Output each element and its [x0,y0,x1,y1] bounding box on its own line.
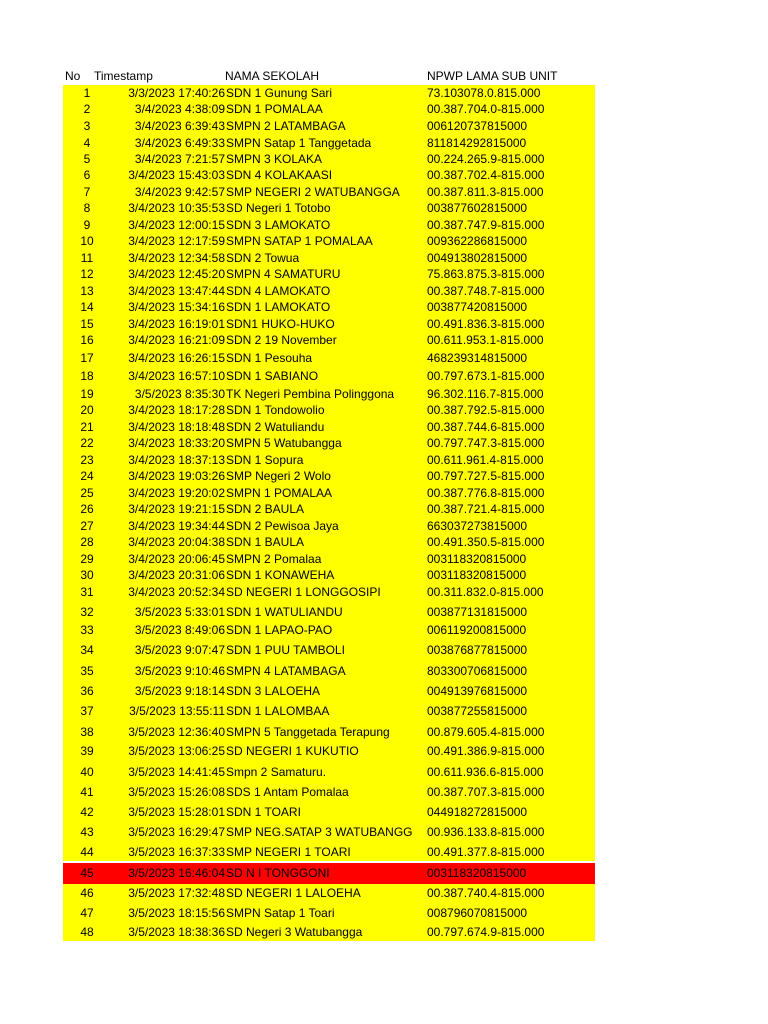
row-number: 13 [80,284,94,298]
row-npwp: 00.611.961.4-815.000 [427,453,544,467]
row-timestamp: 3/4/2023 16:21:09 [128,333,225,347]
row-number: 32 [80,605,94,619]
row-number: 45 [80,866,94,880]
row-timestamp: 3/5/2023 13:55:11 [129,704,225,718]
row-number: 12 [80,267,94,281]
row-npwp: 00.311.832.0-815.000 [427,585,544,599]
row-school-name: SD NEGERI 1 LALOEHA [226,886,361,900]
row-npwp: 00.797.673.1-815.000 [427,369,545,383]
row-school-name: SMPN Satap 1 Tanggetada [226,136,372,150]
table-row [63,863,595,884]
header-timestamp: Timestamp [94,69,153,83]
table-row [63,386,595,402]
row-timestamp: 3/4/2023 13:47:44 [128,284,225,298]
row-npwp: 003877255815000 [427,704,528,718]
row-timestamp: 3/3/2023 17:40:26 [128,86,225,100]
row-school-name: SDN 1 LALOMBAA [226,704,330,718]
row-number: 9 [83,218,91,232]
table-row [63,266,595,283]
row-school-name: SD NEGERI 1 LONGGOSIPI [226,585,381,599]
row-npwp: 00.387.707.3-815.000 [427,785,545,799]
row-npwp: 00.491.386.9-815.000 [427,744,545,758]
row-number: 42 [80,805,94,819]
row-number: 18 [80,369,94,383]
row-timestamp: 3/5/2023 9:07:47 [134,643,225,657]
row-npwp: 009362286815000 [427,234,528,248]
table-row [63,217,595,233]
row-number: 5 [83,152,91,166]
row-npwp: 00.387.747.9-815.000 [427,218,545,232]
table-row [63,419,595,435]
row-school-name: SMPN 5 Watubangga [226,436,342,450]
row-number: 31 [80,585,94,599]
row-school-name: TK Negeri Pembina Polinggona [226,387,395,401]
row-timestamp: 3/4/2023 6:49:33 [134,136,225,150]
row-npwp: 003118320815000 [427,552,527,566]
row-school-name: SMP NEG.SATAP 3 WATUBANGG [226,825,413,839]
row-npwp: 00.387.748.7-815.000 [427,284,545,298]
row-school-name: SDN 1 LAPAO-PAO [226,623,333,637]
row-number: 43 [80,825,94,839]
row-timestamp: 3/5/2023 15:28:01 [128,805,225,819]
row-school-name: SDS 1 Antam Pomalaa [226,785,349,799]
row-number: 21 [80,420,94,434]
row-npwp: 003877131815000 [427,605,528,619]
row-school-name: SMPN 2 Pomalaa [226,552,322,566]
row-timestamp: 3/4/2023 15:43:03 [128,168,225,182]
row-timestamp: 3/4/2023 18:17:28 [128,403,225,417]
row-number: 8 [83,201,91,215]
row-timestamp: 3/5/2023 18:15:56 [128,906,225,920]
row-school-name: SMPN 3 KOLAKA [226,152,323,166]
row-number: 3 [83,119,91,133]
row-number: 34 [80,643,94,657]
row-number: 48 [80,925,94,939]
row-npwp: 006119200815000 [427,623,527,637]
table-row [63,584,595,600]
row-npwp: 00.879.605.4-815.000 [427,725,545,739]
row-school-name: SDN 2 Pewisoa Jaya [226,519,339,533]
row-school-name: SDN 1 KONAWEHA [226,568,335,582]
row-timestamp: 3/5/2023 18:38:36 [128,925,225,939]
row-school-name: SMPN 4 SAMATURU [226,267,341,281]
table-row [63,485,595,501]
row-school-name: SMP NEGERI 1 TOARI [226,845,351,859]
row-school-name: SDN 1 WATULIANDU [226,605,343,619]
row-npwp: 811814292815000 [427,136,527,150]
table-row [63,452,595,468]
row-number: 44 [80,845,94,859]
table-row [63,783,595,802]
row-number: 37 [80,704,94,718]
row-timestamp: 3/4/2023 4:38:09 [134,102,225,116]
row-number: 36 [80,684,94,698]
row-school-name: SMP Negeri 2 Wolo [226,469,331,483]
table-row [63,641,595,660]
row-number: 17 [80,351,94,365]
row-timestamp: 3/4/2023 12:17:59 [128,234,225,248]
row-timestamp: 3/4/2023 10:35:53 [128,201,225,215]
row-timestamp: 3/4/2023 19:34:44 [128,519,225,533]
row-npwp: 75.863.875.3-815.000 [427,267,545,281]
table-row [63,843,595,861]
row-npwp: 00.387.704.0-815.000 [427,102,545,116]
row-npwp: 00.797.747.3-815.000 [427,436,545,450]
table-row [63,802,595,822]
table-row [63,660,595,682]
row-school-name: SDN 1 LAMOKATO [226,300,331,314]
table-row [63,501,595,518]
row-school-name: SDN1 HUKO-HUKO [226,317,335,331]
row-npwp: 00.387.721.4-815.000 [427,502,545,516]
row-school-name: SDN 4 LAMOKATO [226,284,331,298]
row-timestamp: 3/5/2023 15:26:08 [128,785,225,799]
table-row [63,332,595,349]
row-timestamp: 3/5/2023 12:36:40 [128,725,225,739]
row-npwp: 003877602815000 [427,201,528,215]
table-row [63,101,595,118]
row-number: 29 [80,552,94,566]
table-row [63,761,595,783]
table-row [63,233,595,250]
row-number: 20 [80,403,94,417]
table-row [63,250,595,266]
row-timestamp: 3/4/2023 20:04:38 [128,535,225,549]
row-npwp: 00.611.953.1-815.000 [427,333,544,347]
row-npwp: 006120737815000 [427,119,528,133]
row-number: 19 [80,387,94,401]
row-timestamp: 3/5/2023 17:32:48 [128,886,225,900]
row-number: 15 [80,317,94,331]
row-npwp: 003876877815000 [427,643,528,657]
table-row [63,468,595,485]
table-row [63,700,595,722]
table-row [63,118,595,135]
row-npwp: 00.611.936.6-815.000 [427,765,544,779]
row-number: 22 [80,436,94,450]
row-number: 35 [80,664,94,678]
row-npwp: 008796070815000 [427,906,528,920]
row-number: 25 [80,486,94,500]
row-npwp: 00.491.377.8-815.000 [427,845,545,859]
row-school-name: Smpn 2 Samaturu. [226,765,327,779]
table-row [63,682,595,700]
row-timestamp: 3/4/2023 16:26:15 [128,351,225,365]
row-number: 4 [83,136,91,150]
row-timestamp: 3/4/2023 20:06:45 [128,552,225,566]
table-row [63,402,595,419]
row-number: 7 [83,185,91,199]
header-nama-sekolah: NAMA SEKOLAH [225,69,320,83]
row-school-name: SMPN 2 LATAMBAGA [226,119,346,133]
row-number: 1 [83,86,91,100]
row-school-name: SDN 1 BAULA [226,535,305,549]
row-npwp: 00.797.674.9-815.000 [427,925,545,939]
table-row [63,518,595,534]
table-row [63,167,595,184]
table-row [63,349,595,367]
table-row [63,85,595,101]
row-timestamp: 3/4/2023 7:21:57 [134,152,225,166]
row-number: 10 [80,234,94,248]
row-timestamp: 3/5/2023 9:18:14 [134,684,225,698]
row-school-name: SD Negeri 1 Totobo [226,201,331,215]
table-row [63,821,595,843]
row-timestamp: 3/4/2023 12:45:20 [128,267,225,281]
row-timestamp: 3/5/2023 16:46:04 [128,866,225,880]
row-npwp: 468239314815000 [427,351,528,365]
row-school-name: SDN 2 19 November [226,333,337,347]
row-npwp: 00.797.727.5-815.000 [427,469,545,483]
row-school-name: SDN 3 LALOEHA [226,684,321,698]
table-row [63,742,595,761]
row-number: 26 [80,502,94,516]
row-number: 28 [80,535,94,549]
row-npwp: 00.387.744.6-815.000 [427,420,545,434]
row-npwp: 044918272815000 [427,805,528,819]
table-row [63,722,595,742]
row-school-name: SD N I TONGGONI [226,866,330,880]
row-number: 24 [80,469,94,483]
row-npwp: 00.491.836.3-815.000 [427,317,545,331]
table-row [63,135,595,151]
row-school-name: SDN 1 Sopura [226,453,304,467]
table-row [63,184,595,200]
row-timestamp: 3/4/2023 19:03:26 [128,469,225,483]
row-school-name: SDN 2 Watuliandu [226,420,325,434]
table-row [63,200,595,217]
row-timestamp: 3/4/2023 9:42:57 [134,185,225,199]
row-npwp: 004913976815000 [427,684,528,698]
row-timestamp: 3/4/2023 12:00:15 [128,218,225,232]
row-timestamp: 3/4/2023 18:37:13 [128,453,225,467]
row-number: 40 [80,765,94,779]
row-school-name: SMPN 1 POMALAA [226,486,333,500]
row-school-name: SDN 1 POMALAA [226,102,323,116]
row-npwp: 663037273815000 [427,519,528,533]
row-timestamp: 3/4/2023 15:34:16 [128,300,225,314]
row-school-name: SDN 1 Gunung Sari [226,86,333,100]
table-row [63,903,595,924]
row-timestamp: 3/5/2023 13:06:25 [128,744,225,758]
row-number: 33 [80,623,94,637]
row-timestamp: 3/4/2023 20:31:06 [128,568,225,582]
row-school-name: SMPN 4 LATAMBAGA [226,664,346,678]
row-school-name: SD NEGERI 1 KUKUTIO [226,744,359,758]
row-npwp: 00.387.740.4-815.000 [427,886,545,900]
row-number: 39 [80,744,94,758]
table-row [63,316,595,332]
row-school-name: SDN 1 TOARI [226,805,301,819]
row-timestamp: 3/5/2023 16:29:47 [128,825,225,839]
row-school-name: SDN 1 PUU TAMBOLI [226,643,345,657]
table-row [63,567,595,584]
row-timestamp: 3/4/2023 16:19:01 [128,317,225,331]
row-timestamp: 3/5/2023 8:49:06 [134,623,225,637]
row-timestamp: 3/4/2023 20:52:34 [128,585,225,599]
row-npwp: 00.387.702.4-815.000 [427,168,545,182]
table-row [63,435,595,452]
row-npwp: 803300706815000 [427,664,528,678]
row-npwp: 003877420815000 [427,300,528,314]
row-timestamp: 3/5/2023 9:10:46 [134,664,225,678]
row-npwp: 96.302.116.7-815.000 [427,387,544,401]
row-timestamp: 3/5/2023 16:37:33 [128,845,225,859]
header-no: No [65,69,81,83]
row-school-name: SMPN 5 Tanggetada Terapung [226,725,390,739]
table-row [63,551,595,567]
row-number: 27 [80,519,94,533]
row-timestamp: 3/5/2023 14:41:45 [128,765,225,779]
row-school-name: SMP NEGERI 2 WATUBANGGA [226,185,400,199]
row-school-name: SDN 2 Towua [226,251,300,265]
row-number: 14 [80,300,94,314]
row-timestamp: 3/5/2023 5:33:01 [134,605,225,619]
row-timestamp: 3/4/2023 16:57:10 [128,369,225,383]
row-number: 23 [80,453,94,467]
row-npwp: 00.387.792.5-815.000 [427,403,545,417]
table-row [63,924,595,941]
row-number: 46 [80,886,94,900]
header-row [63,68,595,85]
row-timestamp: 3/5/2023 8:35:30 [134,387,225,401]
row-school-name: SDN 4 KOLAKAASI [226,168,333,182]
row-number: 38 [80,725,94,739]
table-row [63,367,595,386]
table-row [63,283,595,299]
row-number: 30 [80,568,94,582]
table-row [63,884,595,903]
row-npwp: 00.491.350.5-815.000 [427,535,545,549]
row-npwp: 00.936.133.8-815.000 [427,825,545,839]
row-timestamp: 3/4/2023 18:18:48 [128,420,225,434]
row-timestamp: 3/4/2023 18:33:20 [128,436,225,450]
row-timestamp: 3/4/2023 19:21:15 [128,502,225,516]
row-school-name: SDN 2 BAULA [226,502,305,516]
table-row [63,299,595,316]
header-npwp: NPWP LAMA SUB UNIT [427,69,558,83]
row-number: 16 [80,333,94,347]
row-school-name: SD Negeri 3 Watubangga [226,925,363,939]
row-school-name: SMPN Satap 1 Toari [226,906,335,920]
row-number: 11 [80,251,94,265]
row-timestamp: 3/4/2023 6:39:43 [134,119,225,133]
table-row [63,620,595,641]
row-school-name: SDN 1 Tondowolio [226,403,325,417]
row-school-name: SDN 1 SABIANO [226,369,319,383]
row-npwp: 004913802815000 [427,251,528,265]
row-timestamp: 3/4/2023 19:20:02 [128,486,225,500]
row-school-name: SMPN SATAP 1 POMALAA [226,234,373,248]
row-npwp: 73.103078.0.815.000 [427,86,541,100]
row-npwp: 00.387.811.3-815.000 [427,185,544,199]
row-npwp: 00.387.776.8-815.000 [427,486,545,500]
spreadsheet [63,68,595,939]
row-npwp: 00.224.265.9-815.000 [427,152,545,166]
row-npwp: 003118320815000 [427,568,527,582]
row-school-name: SDN 3 LAMOKATO [226,218,331,232]
table-row [63,534,595,551]
table-row [63,151,595,167]
row-number: 6 [83,168,91,182]
row-npwp: 003118320815000 [427,866,527,880]
row-school-name: SDN 1 Pesouha [226,351,313,365]
row-number: 2 [83,102,91,116]
row-number: 47 [80,906,94,920]
row-number: 41 [80,785,94,799]
row-timestamp: 3/4/2023 12:34:58 [128,251,225,265]
